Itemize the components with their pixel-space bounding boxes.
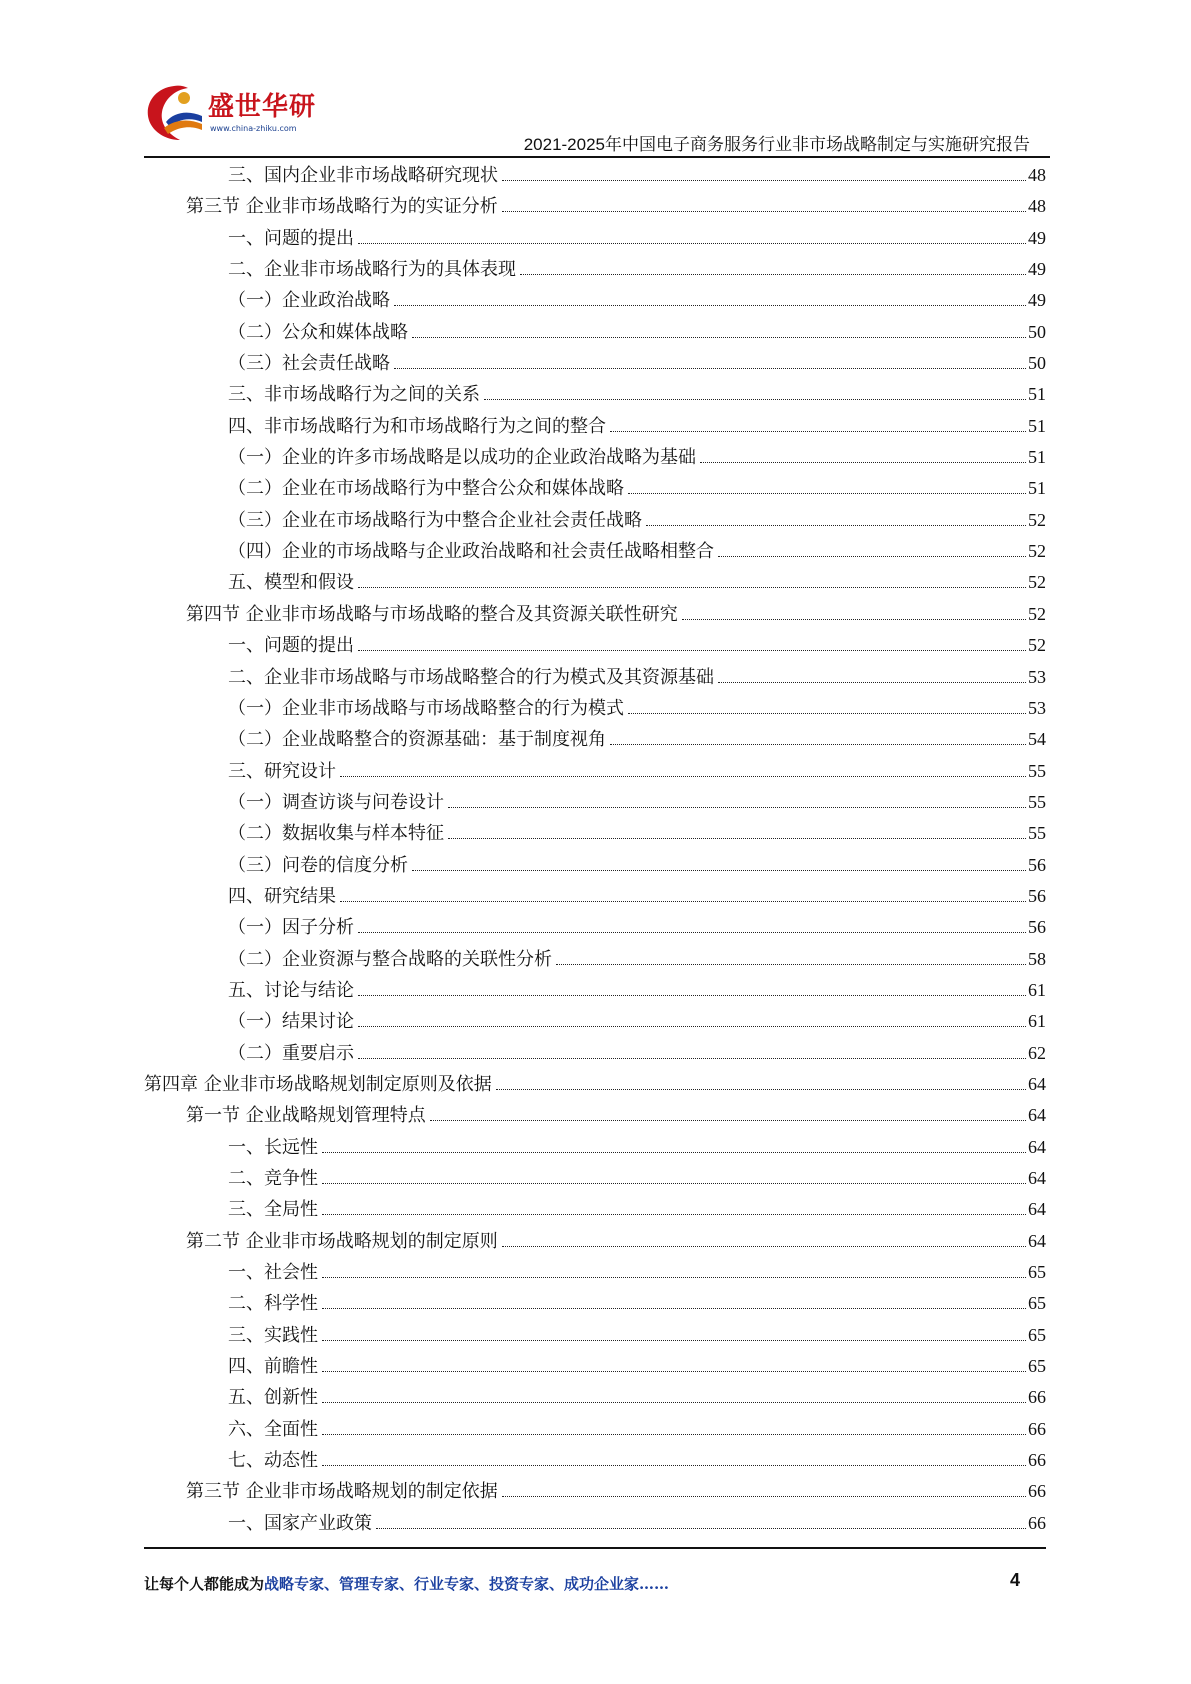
toc-entry-page: 65 [1028,1356,1046,1377]
dot-leader [610,743,1026,745]
toc-entry-page: 61 [1028,1011,1046,1032]
toc-entry-label: （二）企业在市场战略行为中整合公众和媒体战略 [228,478,624,500]
toc-entry-label: （二）重要启示 [228,1042,354,1064]
toc-entry-page: 50 [1028,321,1046,342]
toc-entry[interactable] [144,1351,1046,1382]
toc-entry[interactable] [144,1476,1046,1507]
toc-entry[interactable] [144,348,1046,379]
dot-leader [484,398,1026,400]
dot-leader [682,618,1026,620]
toc-entry-label: 第四节 企业非市场战略与市场战略的整合及其资源关联性研究 [186,603,678,625]
toc-entry[interactable] [144,724,1046,755]
toc-entry-label: 三、国内企业非市场战略研究现状 [228,165,498,186]
dot-leader [628,492,1026,494]
toc-entry[interactable] [144,850,1046,881]
toc-entry-page: 49 [1028,227,1046,248]
toc-entry-page: 48 [1028,196,1046,217]
toc-entry-page: 56 [1028,854,1046,875]
toc-entry[interactable] [144,1257,1046,1288]
toc-entry-label: （一）企业的许多市场战略是以成功的企业政治战略为基础 [228,447,696,469]
dot-leader [322,1464,1026,1466]
dot-leader [322,1182,1026,1184]
logo [144,78,334,148]
toc-entry[interactable] [144,160,1046,191]
toc-entry-page: 50 [1028,353,1046,374]
toc-entry-label: 六、全面性 [228,1418,318,1440]
dot-leader [718,555,1026,557]
toc-entry[interactable] [144,1163,1046,1194]
toc-entry-page: 64 [1028,1199,1046,1220]
dot-leader [502,179,1026,181]
dot-leader [610,430,1026,432]
toc-entry-page: 66 [1028,1512,1046,1533]
dot-leader [322,1401,1026,1403]
toc-entry-page: 66 [1028,1450,1046,1471]
dot-leader [322,1339,1026,1341]
dot-leader [322,1433,1026,1435]
toc-entry-page: 61 [1028,979,1046,1000]
toc-entry-page: 64 [1028,1168,1046,1188]
toc-entry[interactable] [144,787,1046,818]
toc-entry-page: 65 [1028,1293,1046,1314]
dot-leader [358,586,1026,588]
toc-entry[interactable] [144,881,1046,912]
footer-slogan [144,1573,669,1594]
toc-entry-label: （二）企业战略整合的资源基础：基于制度视角 [228,729,606,751]
toc-entry[interactable] [144,1100,1046,1131]
toc-entry-page: 52 [1028,635,1046,656]
dot-leader [322,1307,1026,1309]
toc-entry[interactable] [144,317,1046,348]
toc-entry-label: 第四章 企业非市场战略规划制定原则及依据 [144,1073,492,1095]
toc-entry-page: 55 [1028,791,1046,812]
toc-entry-label: （一）企业政治战略 [228,290,390,312]
dot-leader [358,242,1026,244]
dot-leader [358,1057,1026,1059]
toc-entry-label: 五、模型和假设 [228,572,354,594]
dot-leader [322,1276,1026,1278]
toc-entry-page: 49 [1028,290,1046,311]
toc-entry-page: 66 [1028,1418,1046,1439]
toc-entry-page: 52 [1028,541,1046,562]
toc-entry-page: 62 [1028,1042,1046,1063]
toc-entry[interactable] [144,473,1046,504]
toc-entry-label: （一）调查访谈与问卷设计 [228,791,444,813]
dot-leader [448,806,1026,808]
dot-leader [448,837,1026,839]
toc-entry[interactable] [144,1038,1046,1069]
toc-entry[interactable] [144,693,1046,724]
toc-entry[interactable] [144,1414,1046,1445]
toc-entry-label: 第三节 企业非市场战略规划的制定依据 [186,1481,498,1503]
toc-entry-page: 55 [1028,760,1046,781]
toc-entry-page: 56 [1028,917,1046,938]
dot-leader [358,1025,1026,1027]
toc-entry[interactable] [144,818,1046,849]
dot-leader [520,273,1026,275]
logo-text: 盛世华研 [208,92,317,122]
toc-entry-label: （三）企业在市场战略行为中整合企业社会责任战略 [228,509,642,531]
toc-entry-label: 五、讨论与结论 [228,979,354,1001]
dot-leader [340,775,1026,777]
toc-entry-page: 64 [1028,1230,1046,1251]
dot-leader [646,524,1026,526]
toc-entry[interactable] [144,411,1046,442]
toc-entry[interactable] [144,1132,1046,1163]
dot-leader [412,869,1026,871]
dot-leader [394,367,1026,369]
toc-entry-label: （一）结果讨论 [228,1011,354,1033]
toc-entry-label: 二、企业非市场战略与市场战略整合的行为模式及其资源基础 [228,666,714,688]
toc-entry-page: 64 [1028,1073,1046,1094]
toc-entry[interactable] [144,254,1046,285]
toc-entry-label: （一）因子分析 [228,917,354,939]
toc-entry[interactable] [144,1226,1046,1257]
dot-leader [502,1245,1026,1247]
toc-entry-page: 51 [1028,478,1046,499]
toc-entry-page: 51 [1028,447,1046,468]
toc-entry-label: 四、前瞻性 [228,1356,318,1378]
dot-leader [358,649,1026,651]
toc-entry-page: 48 [1028,165,1046,185]
dot-leader [394,304,1026,306]
dot-leader [718,681,1026,683]
toc-entry-page: 51 [1028,415,1046,436]
dot-leader [628,712,1026,714]
dot-leader [502,210,1026,212]
toc-entry-label: 一、国家产业政策 [228,1512,372,1534]
toc-entry-page: 53 [1028,666,1046,687]
toc-entry-label: （二）数据收集与样本特征 [228,823,444,845]
toc-entry-label: （三）社会责任战略 [228,353,390,375]
toc-entry[interactable] [144,223,1046,254]
toc-entry[interactable] [144,1069,1046,1100]
toc-entry[interactable] [144,1508,1046,1539]
toc-entry-page: 66 [1028,1387,1046,1408]
toc-entry[interactable] [144,1445,1046,1476]
toc-entry-label: 一、问题的提出 [228,227,354,249]
toc-entry[interactable] [144,599,1046,630]
toc-entry[interactable] [144,1382,1046,1413]
toc-entry[interactable] [144,975,1046,1006]
toc-entry-label: 三、实践性 [228,1324,318,1346]
slogan-roles: 战略专家、管理专家、行业专家、投资专家、成功企业家…… [264,1575,670,1593]
toc-entry-label: 二、竞争性 [228,1168,318,1189]
toc-entry-label: （二）公众和媒体战略 [228,321,408,343]
toc-entry[interactable] [144,756,1046,787]
toc-entry-label: （三）问卷的信度分析 [228,854,408,876]
toc-entry-label: （二）企业资源与整合战略的关联性分析 [228,948,552,970]
toc-entry[interactable] [144,1320,1046,1351]
dot-leader [430,1119,1026,1121]
toc-entry-label: 三、非市场战略行为之间的关系 [228,384,480,406]
toc-entry[interactable] [144,379,1046,410]
dot-leader [358,931,1026,933]
toc-entry-label: 五、创新性 [228,1387,318,1409]
toc-entry-page: 51 [1028,384,1046,405]
dot-leader [556,963,1026,965]
toc-entry-page: 64 [1028,1136,1046,1157]
toc-entry-page: 65 [1028,1324,1046,1345]
toc-entry-page: 65 [1028,1262,1046,1283]
dot-leader [322,1370,1026,1372]
toc-entry-label: （一）企业非市场战略与市场战略整合的行为模式 [228,697,624,719]
toc-entry-label: 二、科学性 [228,1293,318,1315]
dot-leader [358,994,1026,996]
toc-entry-page: 64 [1028,1105,1046,1126]
toc-entry-page: 66 [1028,1481,1046,1502]
dot-leader [496,1088,1026,1090]
toc-entry-page: 56 [1028,885,1046,906]
dot-leader [412,336,1026,338]
toc-entry-page: 52 [1028,572,1046,593]
toc-entry-label: 一、长远性 [228,1136,318,1158]
logo-icon [144,82,212,144]
toc-entry-label: 第一节 企业战略规划管理特点 [186,1105,426,1127]
logo-url: www.china-zhiku.com [210,124,297,133]
toc-entry-page: 52 [1028,603,1046,624]
toc-entry[interactable] [144,944,1046,975]
toc-entry-page: 58 [1028,948,1046,969]
toc-entry-label: 三、研究设计 [228,760,336,782]
toc-entry[interactable] [144,662,1046,693]
page-header [144,78,1050,156]
toc-entry-page: 55 [1028,823,1046,844]
toc-entry-label: 二、企业非市场战略行为的具体表现 [228,259,516,281]
footer-divider [144,1547,1046,1549]
slogan-lead: 让每个人都能成为 [144,1575,265,1593]
page-number: 4 [1010,1570,1021,1590]
toc-entry-label: 第二节 企业非市场战略规划的制定原则 [186,1230,498,1252]
toc-entry[interactable] [144,567,1046,598]
toc-entry[interactable] [144,1006,1046,1037]
toc-entry[interactable] [144,1194,1046,1225]
report-title: 2021-2025年中国电子商务服务行业非市场战略制定与实施研究报告 [523,135,1030,154]
dot-leader [502,1495,1026,1497]
toc-entry[interactable] [144,285,1046,316]
dot-leader [376,1527,1026,1529]
toc-entry[interactable] [144,1288,1046,1319]
table-of-contents [144,160,1046,1539]
toc-entry[interactable] [144,191,1046,222]
toc-entry-label: 四、研究结果 [228,885,336,907]
toc-entry[interactable] [144,505,1046,536]
toc-entry[interactable] [144,442,1046,473]
header-divider [144,156,1050,158]
toc-entry-label: 一、问题的提出 [228,635,354,657]
toc-entry[interactable] [144,912,1046,943]
toc-entry-page: 53 [1028,697,1046,718]
toc-entry-page: 49 [1028,259,1046,280]
toc-entry-label: 七、动态性 [228,1450,318,1472]
toc-entry-page: 54 [1028,729,1046,750]
dot-leader [322,1213,1026,1215]
dot-leader [322,1151,1026,1153]
dot-leader [700,461,1026,463]
toc-entry-label: 三、全局性 [228,1199,318,1221]
toc-entry[interactable] [144,630,1046,661]
toc-entry-label: 四、非市场战略行为和市场战略行为之间的整合 [228,415,606,437]
toc-entry-label: （四）企业的市场战略与企业政治战略和社会责任战略相整合 [228,541,714,563]
dot-leader [340,900,1026,902]
toc-entry[interactable] [144,536,1046,567]
toc-entry-page: 52 [1028,509,1046,530]
toc-entry-label: 第三节 企业非市场战略行为的实证分析 [186,196,498,218]
toc-entry-label: 一、社会性 [228,1262,318,1284]
